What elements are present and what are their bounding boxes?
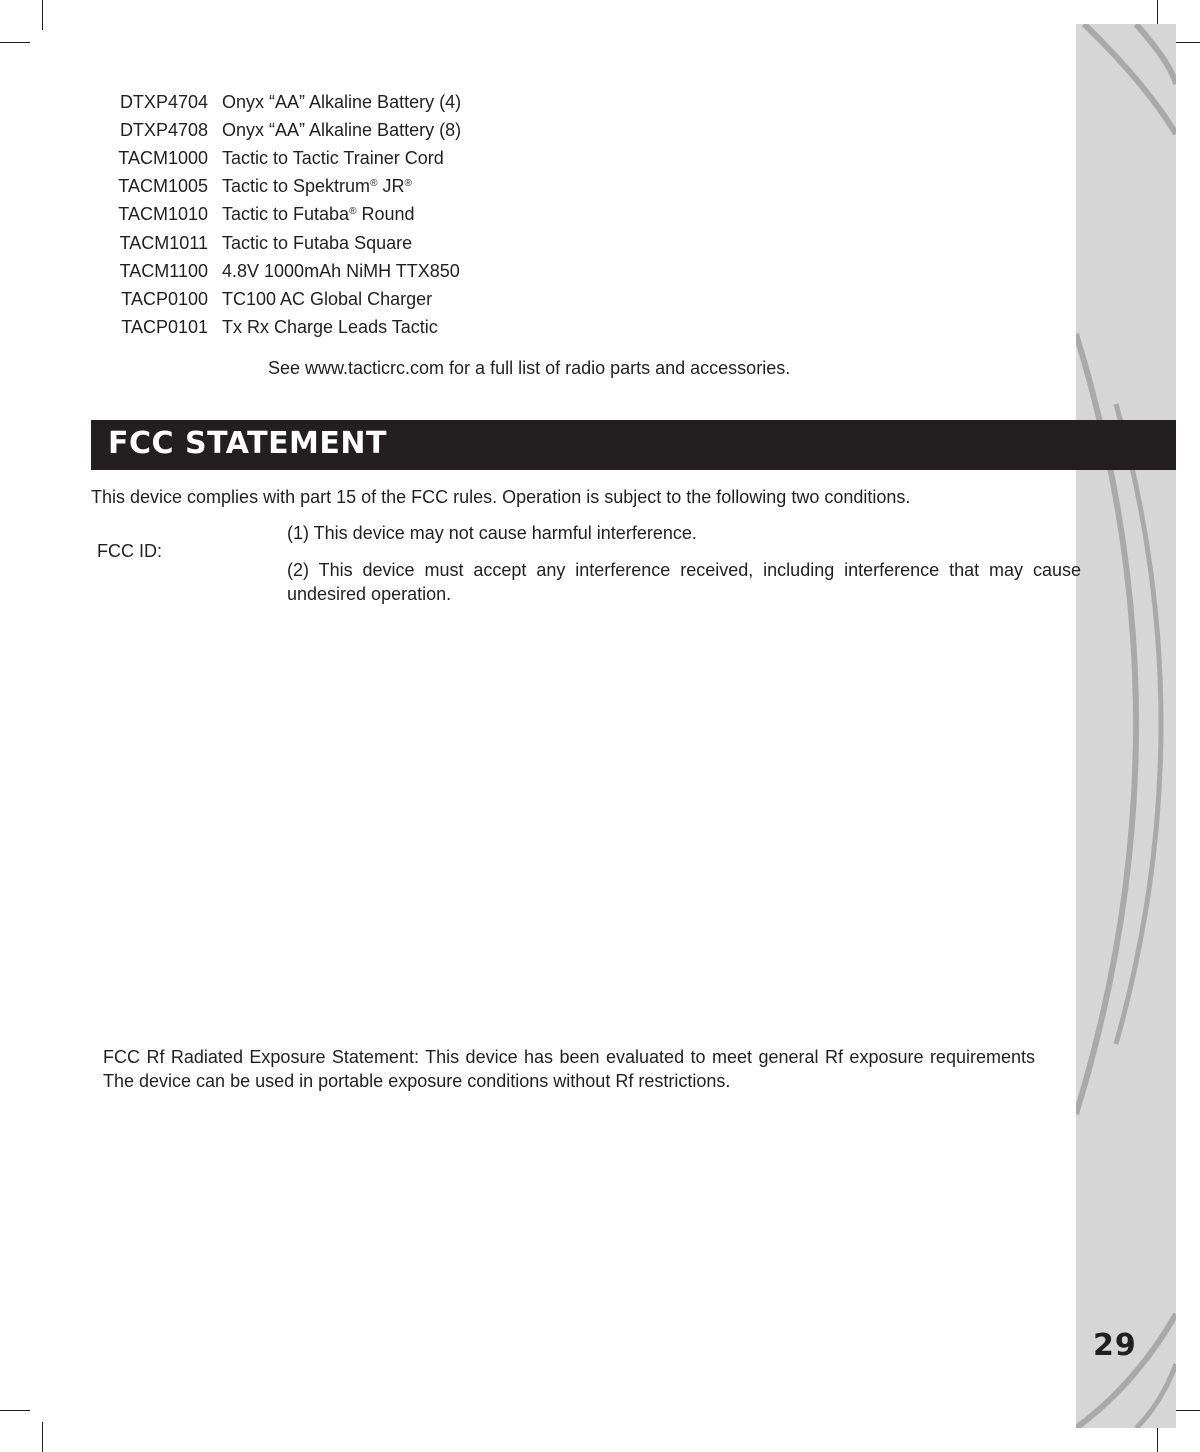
part-code: DTXP4704 — [119, 91, 208, 112]
part-row — [100, 257, 461, 285]
crop-mark — [42, 1422, 43, 1452]
crop-mark — [0, 42, 30, 43]
fcc-condition-1: (1) This device may not cause harmful interference. — [287, 523, 697, 543]
part-row — [100, 116, 461, 144]
part-description: Tactic to Futaba Square — [222, 232, 413, 253]
registered-mark: ® — [404, 178, 412, 190]
part-description-text: Tactic to Spektrum — [222, 176, 371, 197]
part-code: TACP0100 — [121, 288, 208, 309]
part-code: TACM1000 — [118, 147, 208, 168]
section-title: FCC STATEMENT — [108, 426, 387, 461]
crop-mark — [0, 1410, 30, 1411]
fcc-id-label: FCC ID: — [97, 541, 162, 561]
part-row — [100, 314, 461, 342]
registered-mark: ® — [349, 206, 357, 218]
section-header-bar — [91, 420, 1176, 470]
part-description: Onyx “AA” Alkaline Battery (8) — [222, 119, 462, 140]
part-row — [100, 201, 461, 229]
part-code: TACM1010 — [118, 204, 208, 225]
parts-list — [100, 88, 461, 342]
part-code: TACM1100 — [119, 260, 208, 281]
page-number: 29 — [1093, 1328, 1137, 1363]
part-description-text: JR — [377, 176, 405, 197]
part-code: TACP0101 — [121, 317, 208, 338]
rf-exposure-statement: FCC Rf Radiated Exposure Statement: This device has been evaluated to meet general Rf exposure requirements The device can be used in portable exposure conditions without Rf restrictions. — [103, 1047, 1035, 1091]
part-code: TACM1011 — [119, 232, 208, 253]
fcc-intro: This device complies with part 15 of the FCC rules. Operation is subject to the following two conditions. — [91, 487, 911, 507]
part-row — [100, 88, 461, 116]
part-description: 4.8V 1000mAh NiMH TTX850 — [222, 260, 460, 281]
part-description — [222, 204, 415, 225]
registered-mark: ® — [370, 178, 378, 190]
part-description: Tactic to Tactic Trainer Cord — [222, 147, 444, 168]
part-row — [100, 285, 461, 313]
part-description — [222, 176, 412, 197]
part-description-text: Round — [356, 204, 415, 225]
decorative-arcs — [1076, 24, 1176, 1428]
crop-mark — [42, 0, 43, 30]
part-row — [100, 144, 461, 172]
part-row — [100, 229, 461, 257]
part-description: Tx Rx Charge Leads Tactic — [222, 317, 438, 338]
part-description-text: Tactic to Futaba — [222, 204, 350, 225]
part-description: TC100 AC Global Charger — [222, 288, 433, 309]
part-code: TACM1005 — [118, 176, 208, 197]
part-code: DTXP4708 — [119, 119, 208, 140]
see-more-note: See www.tacticrc.com for a full list of radio parts and accessories. — [268, 358, 791, 378]
part-row — [100, 173, 461, 201]
fcc-condition-2: (2) This device must accept any interference received, including interference that may cause undesired operation. — [287, 560, 1081, 604]
side-tab — [1076, 24, 1176, 1428]
part-description: Onyx “AA” Alkaline Battery (4) — [222, 91, 462, 112]
